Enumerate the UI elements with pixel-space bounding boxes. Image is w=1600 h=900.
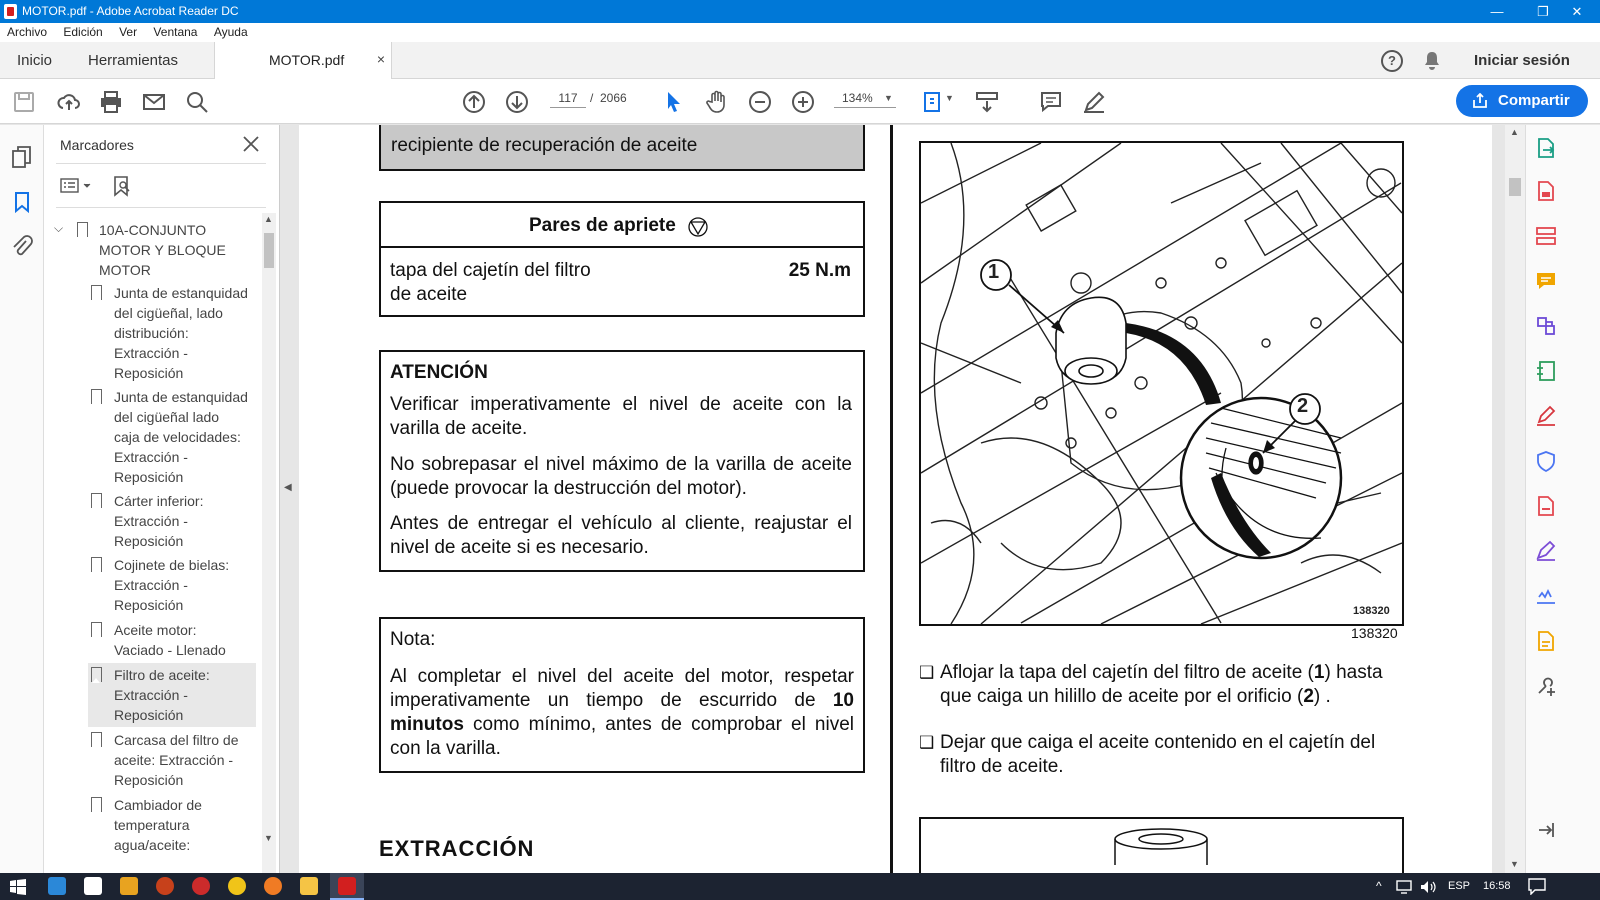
bookmark-item[interactable] [88, 281, 256, 385]
bookmark-root[interactable] [99, 220, 239, 280]
attention-paragraph-2: No sobrepasar el nivel máximo de la varilla de aceite (puede provocar la destrucción del motor). [390, 454, 852, 499]
bookmark-item[interactable] [88, 728, 256, 792]
step-1-text-b: ) hasta que caiga un hilillo de aceite por el orificio ( [940, 662, 1383, 707]
torque-item-line1: tapa del cajetín del filtro [390, 260, 591, 281]
menu-edicion[interactable]: Edición [63, 25, 103, 39]
step-1-text [940, 661, 1408, 709]
bookmark-item[interactable] [88, 663, 256, 727]
tab-bar [0, 42, 1600, 79]
scroll-down-arrow[interactable]: ▼ [1510, 859, 1519, 869]
scroll-down-arrow[interactable]: ▼ [264, 833, 273, 843]
document-viewport[interactable] [280, 125, 1525, 873]
share-button[interactable] [1456, 85, 1588, 117]
bookmark-item-label: Extracción - [114, 513, 188, 529]
scroll-up-arrow[interactable]: ▲ [264, 214, 273, 224]
bookmark-item[interactable] [88, 385, 256, 489]
scroll-thumb[interactable] [1509, 178, 1521, 196]
bookmark-icon [91, 285, 102, 300]
help-icon[interactable]: ? [1381, 50, 1403, 72]
step-1-ref-2: 2 [1303, 686, 1314, 707]
tab-document[interactable] [214, 42, 392, 80]
attention-paragraph-1: Verificar imperativamente el nivel de aceite con la varilla de aceite. [390, 394, 852, 439]
column-divider [890, 125, 893, 873]
bookmark-item-label: Extracción - [114, 687, 188, 703]
maximize-button[interactable]: ❐ [1537, 3, 1549, 19]
app-taskbar-icon[interactable] [192, 877, 210, 895]
create-pdf-icon[interactable] [1535, 180, 1557, 202]
attention-title: ATENCIÓN [390, 362, 488, 383]
bookmark-icon [91, 797, 102, 812]
minimize-button[interactable]: — [1490, 4, 1504, 19]
media-player-taskbar-icon[interactable] [120, 877, 138, 895]
recovery-container-box [379, 125, 865, 171]
document-scrollbar[interactable] [1505, 125, 1525, 873]
bookmark-item-label: Reposición [114, 533, 184, 549]
engine-illustration [921, 143, 1402, 624]
panel-divider [56, 163, 266, 164]
network-icon[interactable] [1396, 880, 1412, 894]
bookmark-item-label: Cárter inferior: [114, 493, 204, 509]
bookmark-item-label: Reposición [114, 365, 184, 381]
measure-icon[interactable] [1535, 585, 1557, 607]
bookmark-item-label: del cigüeñal, lado [114, 305, 223, 321]
hand-tool-icon[interactable] [705, 90, 729, 114]
attachment-icon[interactable] [11, 235, 33, 259]
total-pages: 2066 [600, 91, 627, 105]
comment-icon[interactable] [1039, 90, 1063, 114]
bookmark-item-label: Cojinete de bielas: [114, 557, 230, 573]
window-title: MOTOR.pdf - Adobe Acrobat Reader DC [22, 4, 239, 18]
bookmark-root-label: 10A-CONJUNTO MOTOR Y BLOQUE MOTOR [99, 222, 226, 278]
bookmark-item-label: Carcasa del filtro de [114, 732, 239, 748]
document-tab-label: MOTOR.pdf [269, 52, 345, 68]
bookmark-panel-icon[interactable] [13, 191, 31, 213]
previous-page-icon[interactable] [462, 90, 486, 114]
note-text-bold: 10 minutos [390, 690, 854, 735]
panel-divider [56, 207, 266, 208]
page-thumbnails-icon[interactable] [11, 145, 33, 169]
find-bookmark-icon[interactable] [112, 175, 132, 197]
bookmark-icon [91, 389, 102, 404]
bookmark-item-label: Reposición [114, 597, 184, 613]
edit-pdf-icon[interactable] [1535, 360, 1557, 382]
bookmarks-panel [44, 125, 280, 873]
toolbar [0, 79, 1600, 124]
bookmark-icon [91, 667, 102, 682]
bookmark-icon [77, 222, 88, 237]
bookmark-item-label: aceite: Extracción - [114, 752, 234, 768]
next-figure [919, 817, 1404, 873]
bookmark-icon [91, 493, 102, 508]
page-fit-icon[interactable] [922, 90, 946, 114]
chevron-down-icon[interactable]: ▼ [945, 93, 954, 103]
organize-pages-icon[interactable] [1535, 225, 1557, 247]
torque-header: Pares de apriete [529, 215, 676, 236]
select-cursor-icon[interactable] [662, 90, 686, 114]
bookmark-icon [91, 557, 102, 572]
bookmark-item-label: Filtro de aceite: [114, 667, 210, 683]
email-icon[interactable] [142, 90, 166, 114]
chevron-down-icon[interactable]: ⌵ [54, 221, 64, 235]
next-page-icon[interactable] [505, 90, 529, 114]
highlight-pen-icon[interactable] [1082, 90, 1106, 114]
chevron-up-icon[interactable]: ^ [1376, 879, 1382, 893]
bookmark-item-label: Extracción - [114, 449, 188, 465]
step-1-text-a: Aflojar la tapa del cajetín del filtro de aceite ( [940, 662, 1314, 683]
windows-taskbar [0, 873, 1600, 900]
save-icon[interactable] [12, 90, 36, 114]
attention-box [379, 350, 865, 572]
figure-caption: 138320 [1351, 625, 1398, 641]
section-heading: EXTRACCIÓN [379, 836, 535, 861]
signin-link[interactable]: Iniciar sesión [1474, 52, 1570, 69]
close-window-button[interactable]: ✕ [1571, 3, 1583, 19]
torque-triangle-icon [688, 217, 708, 237]
bookmark-item-label: Extracción - [114, 345, 188, 361]
chrome-taskbar-icon[interactable] [228, 877, 246, 895]
acrobat-app-icon [4, 4, 17, 19]
share-label: Compartir [1498, 92, 1570, 109]
title-bar [0, 0, 1600, 23]
tab-tools[interactable]: Herramientas [88, 52, 179, 69]
bookmark-item-label: Vaciado - Llenado [114, 642, 226, 658]
mail-taskbar-icon[interactable] [84, 877, 102, 895]
note-box [379, 617, 865, 773]
close-tab-icon[interactable]: × [376, 51, 385, 67]
combine-files-icon[interactable] [1535, 315, 1557, 337]
bookmark-options-icon[interactable] [60, 178, 94, 194]
bookmark-item[interactable] [88, 618, 256, 662]
note-text [390, 665, 854, 761]
menu-ver[interactable]: Ver [119, 25, 138, 39]
protect-shield-icon[interactable] [1535, 450, 1557, 472]
pdf-page [299, 125, 1492, 873]
more-tools-icon[interactable] [1535, 675, 1557, 697]
app-taskbar-icon[interactable] [156, 877, 174, 895]
bookmark-item-label: Reposición [114, 772, 184, 788]
prepare-form-icon[interactable] [1535, 630, 1557, 652]
bookmark-item-label: distribución: [114, 325, 189, 341]
fill-sign-icon[interactable] [1535, 405, 1557, 427]
collapse-left-panel-arrow[interactable]: ◀ [284, 482, 292, 493]
step-2-checkbox: ❑ [919, 733, 935, 752]
recovery-container-text: recipiente de recuperación de aceite [391, 135, 698, 156]
acrobat-taskbar-button[interactable] [330, 873, 364, 900]
bookmark-item-label: Aceite motor: [114, 622, 197, 638]
attention-paragraph-3: Antes de entregar el vehículo al cliente, reajustar el nivel de aceite si es necesario. [390, 513, 852, 558]
scroll-mode-icon[interactable] [975, 90, 999, 114]
bookmark-item-label: Reposición [114, 707, 184, 723]
search-icon[interactable] [185, 90, 209, 114]
export-file-icon[interactable] [1535, 495, 1557, 517]
zoom-out-icon[interactable] [748, 90, 772, 114]
bell-icon[interactable] [1423, 51, 1441, 71]
scroll-thumb[interactable] [264, 233, 274, 268]
export-pdf-icon[interactable] [1535, 137, 1557, 159]
bookmark-icon [91, 622, 102, 637]
step-2-text: Dejar que caiga el aceite contenido en el cajetín del filtro de aceite. [940, 732, 1376, 777]
volume-icon[interactable] [1420, 880, 1436, 894]
torque-item-line2: de aceite [390, 284, 468, 305]
tools-rail [1525, 125, 1600, 873]
step-1-ref-1: 1 [1313, 662, 1325, 683]
acrobat-taskbar-icon [338, 877, 356, 895]
step-1-text-c: ) . [1313, 686, 1331, 707]
oil-filter-figure [919, 141, 1404, 626]
bookmark-item-label: agua/aceite: [114, 837, 191, 853]
zoom-level-select[interactable]: 134% [834, 91, 896, 108]
menu-bar [0, 23, 1600, 42]
filter-cartridge-illustration [1111, 825, 1211, 865]
folder-taskbar-icon[interactable] [300, 877, 318, 895]
bookmarks-scrollbar[interactable] [262, 213, 276, 873]
menu-archivo[interactable]: Archivo [7, 25, 48, 39]
language-indicator[interactable]: ESP [1448, 880, 1471, 892]
bookmark-item-label: Cambiador de [114, 797, 202, 813]
chevron-down-icon[interactable]: ▼ [884, 93, 893, 103]
note-text-start: Al completar el nivel del aceite del motor, respetar imperativamente un tiempo de escurrido de [390, 666, 854, 711]
bookmark-item[interactable] [88, 489, 256, 553]
bookmark-item-label: Reposición [114, 469, 184, 485]
bookmark-item[interactable] [88, 553, 256, 617]
file-explorer-taskbar-icon[interactable] [48, 877, 66, 895]
zoom-in-icon[interactable] [791, 90, 815, 114]
left-rail [0, 125, 44, 873]
torque-value: 25 N.m [788, 260, 851, 281]
send-signature-icon[interactable] [1535, 540, 1557, 562]
menu-ventana[interactable]: Ventana [153, 25, 198, 39]
comment-tool-icon[interactable] [1535, 270, 1557, 292]
bookmark-item[interactable] [88, 793, 256, 857]
step-1-checkbox: ❑ [919, 663, 935, 682]
bookmarks-panel-title: Marcadores [60, 137, 134, 153]
figure-id-inner: 138320 [1353, 605, 1390, 617]
share-icon [1472, 93, 1488, 109]
windows-start-icon[interactable] [10, 879, 26, 895]
bookmark-item-label: temperatura [114, 817, 190, 833]
bookmark-item-label: Junta de estanquidad [114, 389, 248, 405]
callout-1-label: 1 [988, 261, 1000, 283]
notification-center-icon[interactable] [1528, 878, 1546, 895]
page-number-input[interactable]: 117 [550, 91, 586, 108]
torque-divider [381, 246, 863, 248]
menu-ayuda[interactable]: Ayuda [213, 25, 248, 39]
callout-2-label: 2 [1297, 395, 1309, 417]
bookmark-item-label: caja de velocidades: [114, 429, 241, 445]
print-icon[interactable] [99, 90, 123, 114]
bookmark-item-label: Extracción - [114, 577, 188, 593]
scroll-up-arrow[interactable]: ▲ [1510, 127, 1519, 137]
tab-home[interactable]: Inicio [17, 52, 53, 69]
bookmark-item-label: Junta de estanquidad [114, 285, 248, 301]
close-panel-icon[interactable] [242, 135, 260, 153]
page-separator: / [590, 91, 594, 105]
collapse-rail-icon[interactable] [1535, 819, 1557, 841]
bookmark-icon [91, 732, 102, 747]
clock-time[interactable]: 16:58 [1483, 880, 1511, 892]
note-title: Nota: [390, 629, 436, 650]
firefox-taskbar-icon[interactable] [264, 877, 282, 895]
bookmark-item-label: del cigüeñal lado [114, 409, 220, 425]
cloud-upload-icon[interactable] [57, 90, 81, 114]
torque-table [379, 201, 865, 317]
note-text-end: como mínimo, antes de comprobar el nivel con la varilla. [390, 714, 854, 759]
